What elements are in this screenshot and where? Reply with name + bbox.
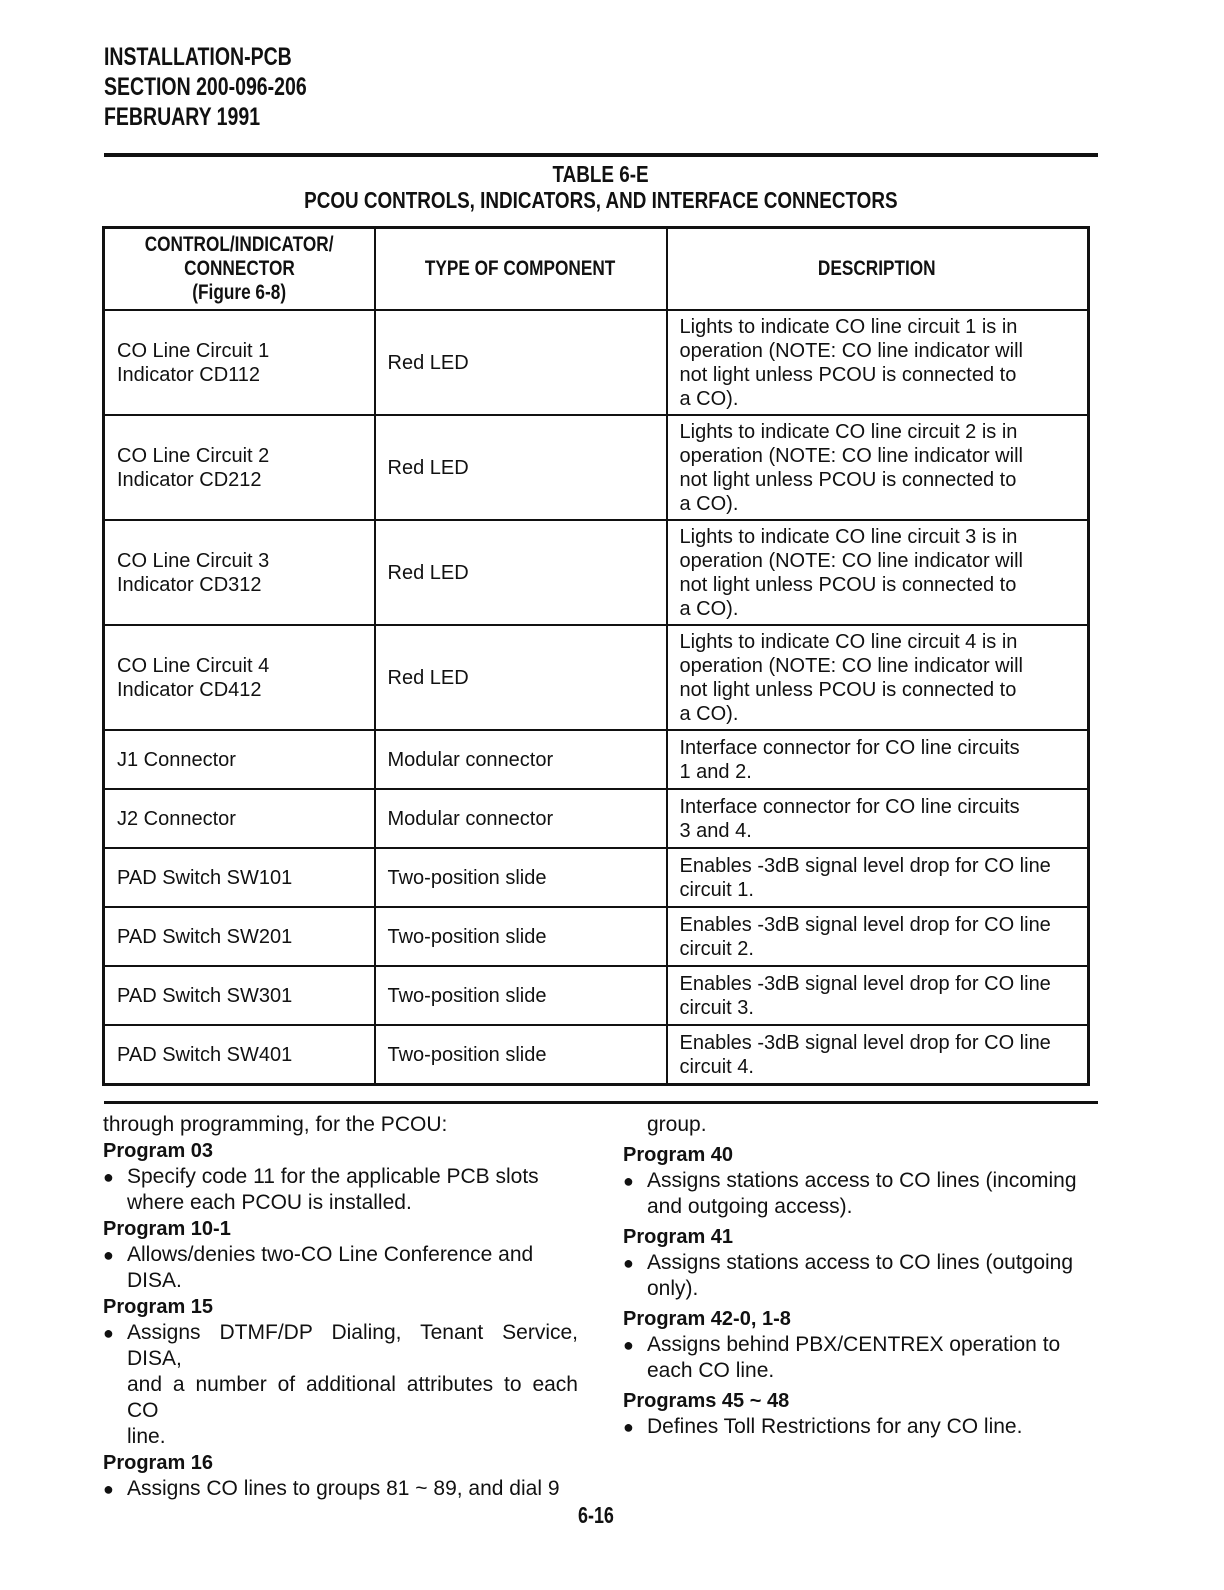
cell-control: J2 Connector <box>104 789 375 848</box>
document-header <box>104 42 307 132</box>
cell-control: CO Line Circuit 1 Indicator CD112 <box>104 310 375 415</box>
cell-type: Red LED <box>375 415 667 520</box>
bullet-item: ● Assigns CO lines to groups 81 ~ 89, and dial 9 <box>103 1477 560 1500</box>
cell-control: CO Line Circuit 2 Indicator CD212 <box>104 415 375 520</box>
header-line-2: SECTION 200-096-206 <box>104 73 307 101</box>
cell-control: CO Line Circuit 4 Indicator CD412 <box>104 625 375 730</box>
table-row <box>104 520 1089 625</box>
bullet-icon: ● <box>103 1479 114 1499</box>
bullet-icon: ● <box>623 1335 634 1355</box>
cell-description: Lights to indicate CO line circuit 1 is in operation (NOTE: CO line indicator will not light unless PCOU is connected to a CO). <box>667 310 1089 415</box>
page-number: 6-16 <box>578 1502 614 1528</box>
table-row <box>104 966 1089 1025</box>
table-title: PCOU CONTROLS, INDICATORS, AND INTERFACE CONNECTORS <box>304 187 898 213</box>
bullet-item: ● Specify code 11 for the applicable PCB slots where each PCOU is installed. <box>103 1165 539 1214</box>
bullet-icon: ● <box>623 1171 634 1191</box>
table-row <box>104 730 1089 789</box>
cell-type: Two-position slide <box>375 907 667 966</box>
bullet-icon: ● <box>623 1253 634 1273</box>
cell-type: Red LED <box>375 520 667 625</box>
left-column <box>103 1112 578 1502</box>
cell-description: Enables -3dB signal level drop for CO line circuit 3. <box>667 966 1089 1025</box>
header-description: DESCRIPTION <box>667 228 1089 311</box>
program-heading: Program 40 <box>623 1144 734 1166</box>
bullet-item: ● Assigns stations access to CO lines (incoming and outgoing access). <box>623 1169 1077 1218</box>
top-rule <box>104 153 1098 157</box>
table-row <box>104 415 1089 520</box>
program-heading: Program 03 <box>103 1140 214 1162</box>
cell-control: CO Line Circuit 3 Indicator CD312 <box>104 520 375 625</box>
program-heading: Program 42-0, 1-8 <box>623 1308 791 1330</box>
cell-description: Lights to indicate CO line circuit 2 is in operation (NOTE: CO line indicator will not light unless PCOU is connected to a CO). <box>667 415 1089 520</box>
bullet-item: ● Assigns stations access to CO lines (outgoing only). <box>623 1251 1074 1300</box>
cell-type: Red LED <box>375 310 667 415</box>
table-header-row <box>104 228 1089 311</box>
cell-control: PAD Switch SW301 <box>104 966 375 1025</box>
continuation-text: group. <box>647 1113 707 1136</box>
header-type: TYPE OF COMPONENT <box>375 228 667 311</box>
cell-description: Interface connector for CO line circuits 3 and 4. <box>667 789 1089 848</box>
cell-type: Modular connector <box>375 730 667 789</box>
cell-type: Modular connector <box>375 789 667 848</box>
program-heading: Programs 45 ~ 48 <box>623 1390 790 1412</box>
cell-control: PAD Switch SW401 <box>104 1025 375 1085</box>
program-heading: Program 10-1 <box>103 1218 231 1240</box>
bullet-icon: ● <box>103 1167 114 1187</box>
cell-description: Lights to indicate CO line circuit 4 is in operation (NOTE: CO line indicator will not light unless PCOU is connected to a CO). <box>667 625 1089 730</box>
program-heading: Program 16 <box>103 1452 214 1474</box>
cell-type: Red LED <box>375 625 667 730</box>
table-row <box>104 848 1089 907</box>
bottom-rule <box>104 1101 1098 1104</box>
cell-type: Two-position slide <box>375 966 667 1025</box>
bullet-item: ● Assigns DTMF/DP Dialing, Tenant Service, DISA, and a number of additional attributes to each CO line. <box>103 1321 578 1448</box>
cell-description: Enables -3dB signal level drop for CO line circuit 1. <box>667 848 1089 907</box>
intro-text: through programming, for the PCOU: <box>103 1113 448 1136</box>
bullet-item: ● Allows/denies two-CO Line Conference and DISA. <box>103 1243 534 1292</box>
header-line-3: FEBRUARY 1991 <box>104 103 261 131</box>
table-row <box>104 310 1089 415</box>
cell-description: Enables -3dB signal level drop for CO line circuit 2. <box>667 907 1089 966</box>
cell-type: Two-position slide <box>375 848 667 907</box>
bullet-item: ● Defines Toll Restrictions for any CO line. <box>623 1415 1023 1438</box>
cell-type: Two-position slide <box>375 1025 667 1085</box>
header-control: CONTROL/INDICATOR/ CONNECTOR (Figure 6-8) <box>104 228 375 311</box>
header-line-1: INSTALLATION-PCB <box>104 43 292 71</box>
cell-description: Lights to indicate CO line circuit 3 is in operation (NOTE: CO line indicator will not light unless PCOU is connected to a CO). <box>667 520 1089 625</box>
table-row <box>104 1025 1089 1085</box>
table-row <box>104 789 1089 848</box>
table-number: TABLE 6-E <box>552 161 650 187</box>
bullet-icon: ● <box>623 1417 634 1437</box>
bullet-item: ● Assigns behind PBX/CENTREX operation to each CO line. <box>623 1333 1061 1382</box>
cell-control: PAD Switch SW201 <box>104 907 375 966</box>
program-heading: Program 41 <box>623 1226 734 1248</box>
table-caption <box>104 161 1098 213</box>
cell-description: Enables -3dB signal level drop for CO line circuit 4. <box>667 1025 1089 1085</box>
bullet-icon: ● <box>103 1245 114 1265</box>
cell-control: J1 Connector <box>104 730 375 789</box>
program-heading: Program 15 <box>103 1296 214 1318</box>
cell-control: PAD Switch SW101 <box>104 848 375 907</box>
bullet-icon: ● <box>103 1323 114 1343</box>
table-row <box>104 625 1089 730</box>
cell-description: Interface connector for CO line circuits 1 and 2. <box>667 730 1089 789</box>
right-column <box>623 1112 1098 1440</box>
table-row <box>104 907 1089 966</box>
pcou-table <box>102 226 1090 1086</box>
